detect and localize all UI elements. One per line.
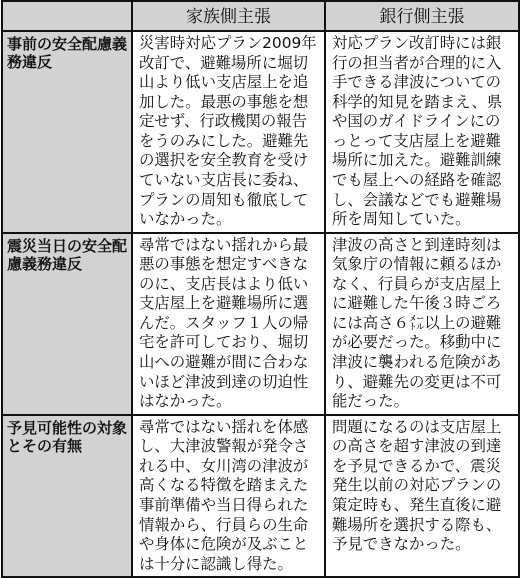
table-row xyxy=(2,415,519,578)
row-topic: 事前の安全配慮義務違反 xyxy=(2,31,132,233)
row-topic: 予見可能性の対象とその有無 xyxy=(2,415,132,578)
header-family: 家族側主張 xyxy=(132,1,325,31)
bank-claim: 問題になるのは支店屋上の高さを超す津波の到達を予見できるかで、震災発生以前の対応プランの策定時も、発生直後に避難場所を選択する際も、予見できなかった。 xyxy=(325,415,519,578)
family-claim: 尋常ではない揺れを体感し、大津波警報が発令される中、女川湾の津波が高くなる特徴を踏まえた事前準備や当日得られた情報から、行員らの生命や身体に危険が及ぶことは十分に認識し得た。 xyxy=(132,415,325,578)
header-row xyxy=(2,1,519,31)
family-claim: 災害時対応プラン2009年改訂で、避難場所に堀切山より低い支店屋上を追加した。最悪の事態を想定せず、行政機関の報告をうのみにした。避難先の選択を安全教育を受けていない支店長に委ね、プランの周知も徹底していなかった。 xyxy=(132,31,325,233)
table-row xyxy=(2,233,519,415)
header-corner xyxy=(2,1,132,31)
row-topic: 震災当日の安全配慮義務違反 xyxy=(2,233,132,415)
bank-claim: 津波の高さと到達時刻は気象庁の情報に頼るほかなく、行員らが支店屋上に避難した午後３時ごろには高さ６㍍以上の避難が必要だった。移動中に津波に襲われる危険があり、避難先の変更は不可能だった。 xyxy=(325,233,519,415)
comparison-table xyxy=(1,0,520,578)
table-row xyxy=(2,31,519,233)
family-claim: 尋常ではない揺れから最悪の事態を想定すべきなのに、支店長はより低い支店屋上を避難場所に選んだ。スタッフ１人の帰宅を許可しており、堀切山への避難が間に合わないほど津波到達の切迫性はなかった。 xyxy=(132,233,325,415)
header-bank: 銀行側主張 xyxy=(325,1,519,31)
bank-claim: 対応プラン改訂時には銀行の担当者が合理的に入手できる津波についての科学的知見を踏まえ、県や国のガイドラインにのっとって支店屋上を避難場所に加えた。避難訓練でも屋上への経路を確認し、会議などでも避難場所を周知していた。 xyxy=(325,31,519,233)
